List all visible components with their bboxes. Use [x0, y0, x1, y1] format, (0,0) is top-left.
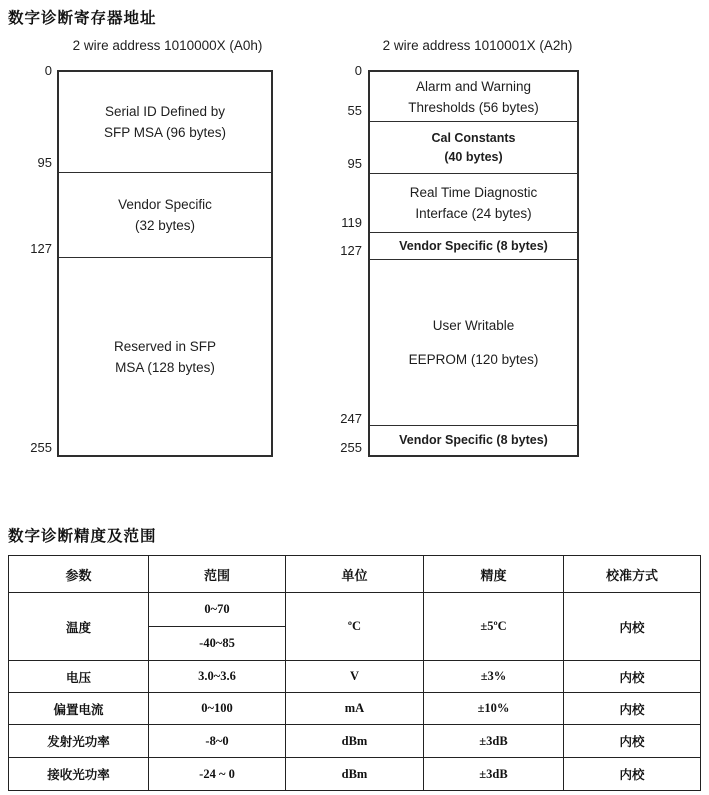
region-label-line: Reserved in SFP	[113, 338, 217, 354]
region-label-line: Thresholds (56 bytes)	[408, 99, 539, 115]
cell-range: -24 ~ 0	[149, 758, 286, 791]
cell-calibration: 内校	[564, 725, 701, 758]
address-marker: 127	[30, 241, 52, 256]
col-header-calibration: 校准方式	[564, 556, 701, 593]
cell-unit: mA	[286, 693, 424, 725]
region-label-line: (32 bytes)	[134, 218, 196, 233]
cell-calibration: 内校	[564, 758, 701, 791]
col-header-range: 范围	[149, 556, 286, 593]
region-label-line: Interface (24 bytes)	[415, 206, 532, 221]
region-label-line: Vendor Specific (8 bytes)	[399, 238, 548, 253]
region-label-line: Alarm and Warning	[415, 78, 532, 94]
memory-map-a0h	[57, 70, 273, 457]
cell-accuracy: ±3dB	[424, 725, 564, 758]
address-marker: 255	[30, 440, 52, 455]
table-row-rx-power	[9, 758, 701, 791]
memory-map-a0h-subtitle: 2 wire address 1010000X (A0h)	[72, 38, 263, 53]
cell-unit: dBm	[286, 758, 424, 791]
cell-unit: ºC	[286, 593, 424, 661]
memory-map-a2h-subtitle: 2 wire address 1010001X (A2h)	[382, 38, 573, 53]
region-cal-constants	[370, 122, 577, 174]
col-header-unit: 单位	[286, 556, 424, 593]
region-serial-id	[59, 72, 271, 173]
address-marker: 55	[347, 103, 362, 118]
table-header-row	[9, 556, 701, 593]
cell-range: -8~0	[149, 725, 286, 758]
cell-range-commercial: 0~70	[149, 593, 286, 627]
region-label-line: MSA (128 bytes)	[115, 359, 215, 375]
cell-parameter: 偏置电流	[9, 693, 149, 725]
table-row-voltage	[9, 661, 701, 693]
address-marker: 255	[340, 440, 362, 455]
col-header-parameter: 参数	[9, 556, 149, 593]
cell-range-industrial: -40~85	[149, 627, 286, 661]
address-marker: 247	[340, 411, 362, 426]
region-user-writable-eeprom	[370, 260, 577, 426]
cell-accuracy: ±3%	[424, 661, 564, 693]
region-label-line: EEPROM (120 bytes)	[408, 351, 539, 367]
memory-map-a2h	[368, 70, 579, 457]
address-marker: 0	[354, 63, 362, 78]
cell-calibration: 内校	[564, 661, 701, 693]
region-label-line: SFP MSA (96 bytes)	[103, 125, 227, 140]
region-label-line: Real Time Diagnostic	[409, 185, 538, 200]
section-title-accuracy-range: 数字诊断精度及范围	[8, 528, 157, 545]
region-alarm-warning-thresholds	[370, 72, 577, 122]
address-marker: 127	[340, 243, 362, 258]
cell-range: 0~100	[149, 693, 286, 725]
cell-calibration: 内校	[564, 693, 701, 725]
cell-parameter: 温度	[9, 593, 149, 661]
cell-parameter: 接收光功率	[9, 758, 149, 791]
cell-unit: V	[286, 661, 424, 693]
col-header-accuracy: 精度	[424, 556, 564, 593]
cell-unit: dBm	[286, 725, 424, 758]
diagnostic-spec-table	[8, 555, 701, 791]
cell-accuracy: ±10%	[424, 693, 564, 725]
table-row-temperature	[9, 593, 701, 627]
table-row-tx-power	[9, 725, 701, 758]
region-reserved-sfp-msa	[59, 258, 271, 455]
region-label-line: Cal Constants	[431, 130, 516, 145]
section-title-register-address: 数字诊断寄存器地址	[8, 10, 157, 27]
region-vendor-specific-8-lower	[370, 426, 577, 455]
cell-accuracy: ±3dB	[424, 758, 564, 791]
address-marker: 0	[44, 63, 52, 78]
address-marker: 95	[37, 155, 52, 170]
cell-range: 3.0~3.6	[149, 661, 286, 693]
address-marker: 119	[341, 215, 362, 230]
cell-parameter: 发射光功率	[9, 725, 149, 758]
address-marker: 95	[347, 156, 362, 171]
region-label-line: Serial ID Defined by	[104, 104, 226, 119]
region-label-line: Vendor Specific (8 bytes)	[399, 433, 548, 447]
region-label-line: User Writable	[432, 317, 515, 333]
region-vendor-specific-8-upper	[370, 233, 577, 260]
table-row-bias-current	[9, 693, 701, 725]
cell-accuracy: ±5ºC	[424, 593, 564, 661]
region-real-time-diagnostic	[370, 174, 577, 233]
cell-parameter: 电压	[9, 661, 149, 693]
region-vendor-specific-32	[59, 173, 271, 258]
region-label-line: Vendor Specific	[118, 197, 212, 212]
cell-calibration: 内校	[564, 593, 701, 661]
region-label-line: (40 bytes)	[444, 149, 503, 164]
